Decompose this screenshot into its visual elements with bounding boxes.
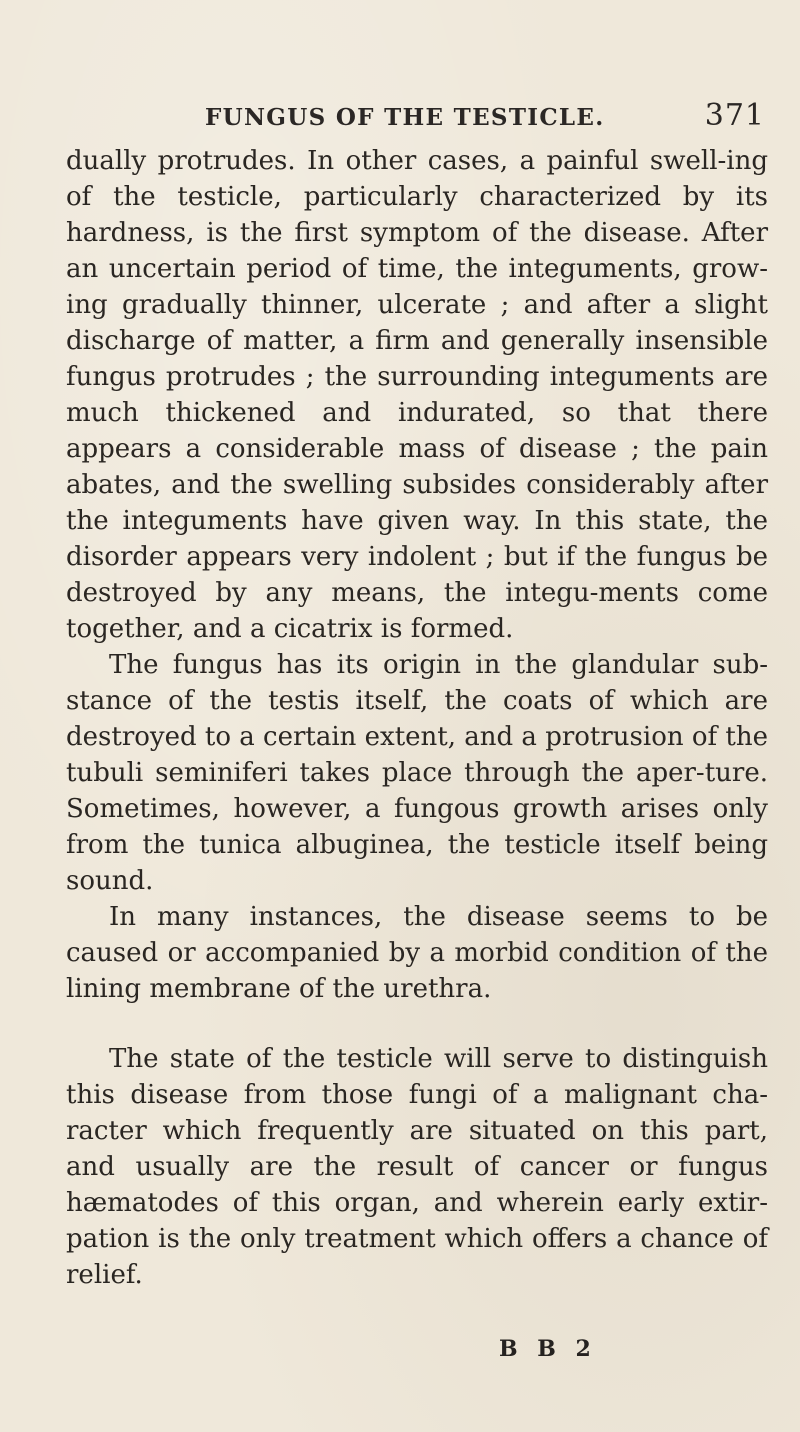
paragraph-diagnosis: The state of the testicle will serve to distinguish this disease from those fungi of a malignant cha-racter which frequently are situated on this part, and usually are the result of cancer or fungus hæmatodes of this organ, and wherein early extir-pation is the only treatment which offers a chance of relief. — [66, 1044, 768, 1290]
printer-signature: B B 2 — [499, 1336, 597, 1362]
body-text — [66, 143, 768, 1293]
page-number: 371 — [704, 98, 765, 133]
paragraph-fungus-origin: The fungus has its origin in the glandular sub-stance of the testis itself, the coats of which are destroyed to a certain extent, and a protrusion of the tubuli seminiferi takes place through the aper-ture. Sometimes, however, a fungous growth arises only from the tunica albuginea, the testicle itself being sound. — [66, 650, 768, 896]
running-head — [205, 98, 765, 144]
paragraph-instances: In many instances, the disease seems to be caused or accompanied by a morbid condition of the lining membrane of the urethra. — [66, 902, 768, 1004]
paragraph-continuation: dually protrudes. In other cases, a painful swell-ing of the testicle, particularly characterized by its hardness, is the first symptom of the disease. After an uncertain period of time, the integuments, grow-ing gradually thinner, ulcerate ; and after a slight discharge of matter, a firm and generally insensible fungus protrudes ; the surrounding integuments are much thickened and indurated, so that there appears a considerable mass of disease ; the pain abates, and the swelling subsides considerably after the integuments have given way. In this state, the disorder appears very indolent ; but if the fungus be destroyed by any means, the integu-ments come together, and a cicatrix is formed. — [66, 146, 768, 644]
running-title: FUNGUS OF THE TESTICLE. — [205, 104, 605, 131]
